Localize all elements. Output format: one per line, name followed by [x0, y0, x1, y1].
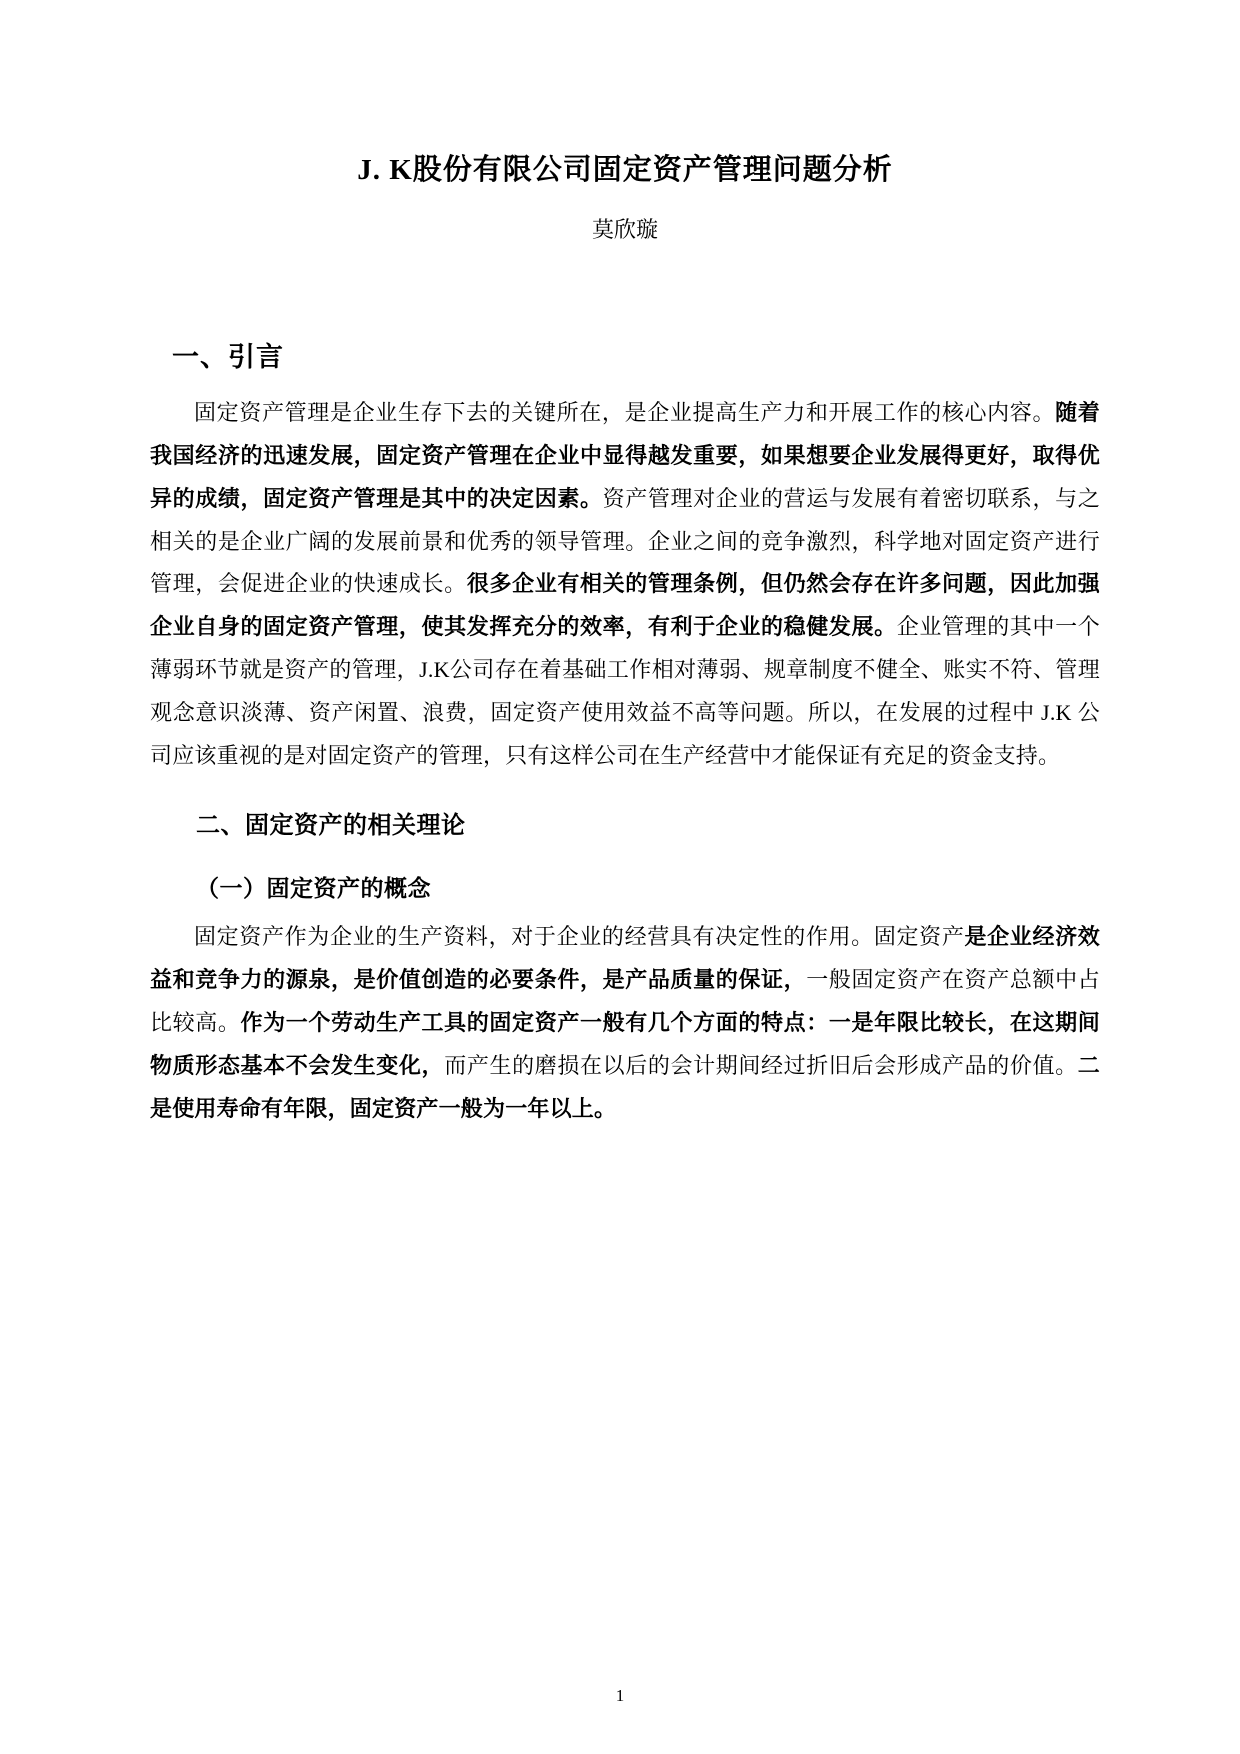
run-3: 作为一个劳动生产工具的固定资产一般有几个方面的特点：一是年限比较长，在这期间物质形态基本不会发生变化，	[150, 1010, 1100, 1079]
page-title: J. K股份有限公司固定资产管理问题分析	[357, 154, 893, 186]
section-heading-2: 二、固定资产的相关理论	[196, 812, 466, 839]
section-heading-1: 一、引言	[172, 342, 284, 373]
run-3: 很多企业有相关的管理条例，但仍然会存在许多问题，因此加强企业自身的固定资产管理，使其发挥充分的效率，有利于企业的稳健发展。	[150, 571, 1100, 640]
run-2: 资产管理对企业的营运与发展有着密切联系，与之相关的是企业广阔的发展前景和优秀的领导管理。企业之间的竞争激烈，科学地对固定资产进行管理，会促进企业的快速成长。	[150, 485, 1100, 597]
run-4: 而产生的磨损在以后的会计期间经过折旧后会形成产品的价值。	[444, 1053, 1078, 1079]
run-5: 二是使用寿命有年限，固定资产一般为一年以上。	[150, 1053, 1100, 1121]
paragraph-intro	[150, 392, 1100, 778]
run-0: 固定资产管理是企业生存下去的关键所在，是企业提高生产力和开展工作的核心内容。	[194, 399, 1056, 425]
page-number: 1	[615, 1686, 625, 1705]
run-1: 是企业经济效益和竞争力的源泉，是价值创造的必要条件，是产品质量的保证，	[150, 924, 1100, 993]
run-4: 企业管理的其中一个薄弱环节就是资产的管理，J.K公司存在着基础工作相对薄弱、规章制度不健全、账实不符、管理观念意识淡薄、资产闲置、浪费，固定资产使用效益不高等问题。所以，在发展的过程中 J.K 公司应该重视的是对固定资产的管理，只有这样公司在生产经营中才能保证有充足的资金支持。	[150, 614, 1100, 769]
run-1: 随着我国经济的迅速发展，固定资产管理在企业中显得越发重要，如果想要企业发展得更好，取得优异的成绩，固定资产管理是其中的决定因素。	[150, 399, 1101, 511]
title-body-spacer	[150, 245, 1100, 337]
paragraph-fixed-asset-concept	[150, 916, 1100, 1130]
author-name: 莫欣璇	[591, 216, 658, 242]
run-0: 固定资产作为企业的生产资料，对于企业的经营具有决定性的作用。固定资产	[194, 924, 965, 950]
run-2: 一般固定资产在资产总额中占比较高。	[150, 967, 1100, 1036]
subsection-heading-2-1: （一）固定资产的概念	[196, 875, 431, 901]
